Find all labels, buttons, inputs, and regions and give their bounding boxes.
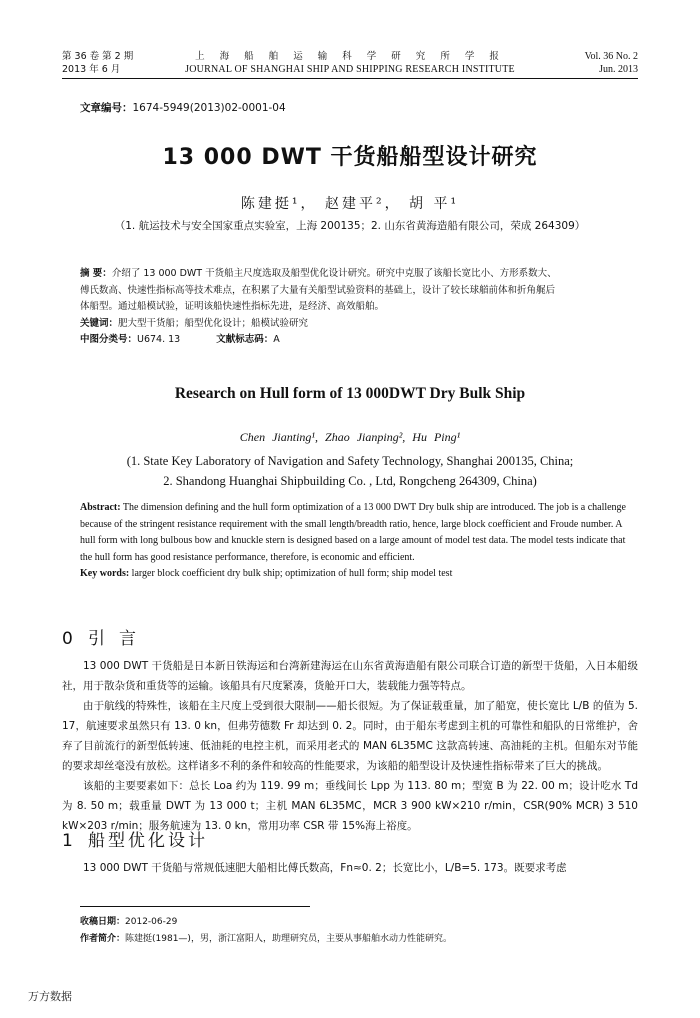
section-title: 船型优化设计 <box>88 831 208 851</box>
section-title: 引言 <box>88 629 150 649</box>
volume-en: Vol. 36 No. 2 <box>584 51 638 62</box>
abstract-en-paragraph <box>80 500 638 566</box>
received-label: 收稿日期： <box>80 917 126 927</box>
keywords-en <box>80 566 638 583</box>
author-bio <box>80 931 638 948</box>
section-heading-1 <box>62 826 208 851</box>
keywords-cn-text: 肥大型干货船；船型优化设计；船模试验研究 <box>118 317 309 329</box>
footnote-rule <box>80 906 310 907</box>
abstract-cn-text: 介绍了 13 000 DWT 干货船主尺度选取及船型优化设计研究。研究中克服了该船长宽比小、方形系数大、 <box>111 268 557 279</box>
section-heading-0 <box>62 624 150 649</box>
abstract-en-label: Abstract: <box>80 502 121 513</box>
affiliation-en-line: 2. Shandong Huanghai Shipbuilding Co. , Ltd, Rongcheng 264309, China) <box>163 474 537 488</box>
body-paragraph: 13 000 DWT 干货船是日本新日铁海运和台湾新建海运在山东省黄海造船有限公司联合订造的新型干货船，入日本船级社，用于散杂货和重货等的运输。该船具有尺度紧凑，货舱开口大，装载能力强等特点。 <box>62 660 638 692</box>
authors-en: Chen Jianting¹, Zhao Jianping², Hu Ping¹ <box>239 430 461 444</box>
abstract-cn-line <box>80 266 620 283</box>
paper-title-en: Research on Hull form of 13 000DWT Dry Bulk Ship <box>174 385 526 402</box>
bio-label: 作者简介： <box>80 934 126 944</box>
received-value: 2012-06-29 <box>125 917 178 927</box>
authors-cn: 陈建挺¹， 赵建平²， 胡 平¹ <box>240 196 460 212</box>
section-number: 0 <box>62 629 73 649</box>
abstract-cn-line: 体船型。通过船模试验，证明该船快速性指标先进，是经济、高效船舶。 <box>80 301 385 312</box>
header-center <box>62 50 638 76</box>
clc-label: 中图分类号： <box>80 334 138 345</box>
document-number <box>80 100 286 115</box>
header-rule <box>62 78 638 79</box>
clc-value: U674. 13 <box>137 334 181 345</box>
abstract-en-text: The dimension defining and the hull form optimization of a 13 000 DWT Dry bulk ship are introduced. The job is a challenge because of the stringent resistance requirement with the small length/breadth ratio, hence, large block coefficient and Froude number. A hull form with long bulbous bow and knuckle stern is designed based on a large amount of model test data. The model tests indicate that the hull form has good resistance performance, therefore, is economic and efficient. <box>80 502 626 563</box>
section-1-body <box>62 858 638 878</box>
affiliation-en-line: (1. State Key Laboratory of Navigation and Safety Technology, Shanghai 200135, China; <box>126 454 574 468</box>
footnote <box>80 914 638 948</box>
watermark: 万方数据 <box>28 990 72 1003</box>
doc-number-value: 1674-5949(2013)02-0001-04 <box>132 102 286 114</box>
keywords-en-label: Key words: <box>80 568 130 579</box>
body-paragraph: 13 000 DWT 干货船与常规低速肥大船相比傅氏数高，Fn≈0. 2；长宽比小，L/B=5. 173。既要求考虑 <box>83 862 567 874</box>
keywords-en-text: larger block coefficient dry bulk ship; optimization of hull form; ship model test <box>131 568 453 579</box>
volume-cn: 第 36 卷 第 2 期 <box>62 51 134 62</box>
paper-title-cn: 13 000 DWT 干货船船型设计研究 <box>162 145 538 170</box>
abstract-cn-label: 摘 要： <box>80 268 112 279</box>
keywords-cn <box>80 316 620 333</box>
abstract-cn-line: 傅氏数高、快速性指标高等技术难点，在积累了大量有关船型试验资料的基础上，设计了较长球艏前体和折角艉后 <box>80 284 556 296</box>
abstract-cn <box>80 266 620 349</box>
bio-text: 陈建挺(1981—)，男，浙江富阳人，助理研究员，主要从事船舶水动力性能研究。 <box>125 934 452 944</box>
date-en: Jun. 2013 <box>599 64 638 75</box>
header-right <box>585 50 638 76</box>
journal-name-cn: 上 海 船 舶 运 输 科 学 研 究 所 学 报 <box>195 51 505 62</box>
received-date <box>80 914 638 931</box>
abstract-en <box>80 500 638 583</box>
journal-name-en: JOURNAL OF SHANGHAI SHIP AND SHIPPING RESEARCH INSTITUTE <box>185 64 515 75</box>
body-paragraph: 由于航线的特殊性，该船在主尺度上受到很大限制——船长很短。为了保证载重量，加了船宽，使长宽比 L/B 的值为 5. 17，航速要求虽然只有 13. 0 kn，但弗劳德数 Fr 却达到 0. 2。同时，由于船东考虑到主机的可靠性和船队的日常维护，舍弃了目前流行的新型低转速、低油耗的电控主机，而采用老式的 MAN 6L35MC 这款高转速、高油耗的主机。但船东对节能的要求却丝毫没有放松。这样诸多不利的条件和较高的性能要求，为该船的船型设计及快速性指标带来了巨大的挑战。 <box>62 700 638 772</box>
date-cn: 2013 年 6 月 <box>62 64 121 75</box>
running-header <box>62 50 638 78</box>
keywords-cn-label: 关键词： <box>80 317 119 329</box>
doc-code-value: A <box>273 334 280 345</box>
classification-cn <box>80 332 620 349</box>
section-number: 1 <box>62 831 73 851</box>
body-paragraph: 该船的主要要素如下：总长 Loa 约为 119. 99 m；垂线间长 Lpp 为 113. 80 m；型宽 B 为 22. 00 m；设计吃水 Td 为 8. 50 m；载重量 DWT 为 13 000 t；主机 MAN 6L35MC，MCR 3 900 kW×210 r/min，CSR(90% MCR) 3 510 kW×203 r/min；服务航速为 13. 0 kn，常用功率 CSR 带 15%海上裕度。 <box>62 780 638 832</box>
doc-number-label: 文章编号： <box>80 102 133 114</box>
doc-code-label: 文献标志码： <box>216 334 274 345</box>
section-0-body <box>62 656 638 836</box>
affiliation-en <box>0 451 700 491</box>
affiliation-cn: （1. 航运技术与安全国家重点实验室，上海 200135；2. 山东省黄海造船有限公司，荣成 264309） <box>114 220 586 232</box>
